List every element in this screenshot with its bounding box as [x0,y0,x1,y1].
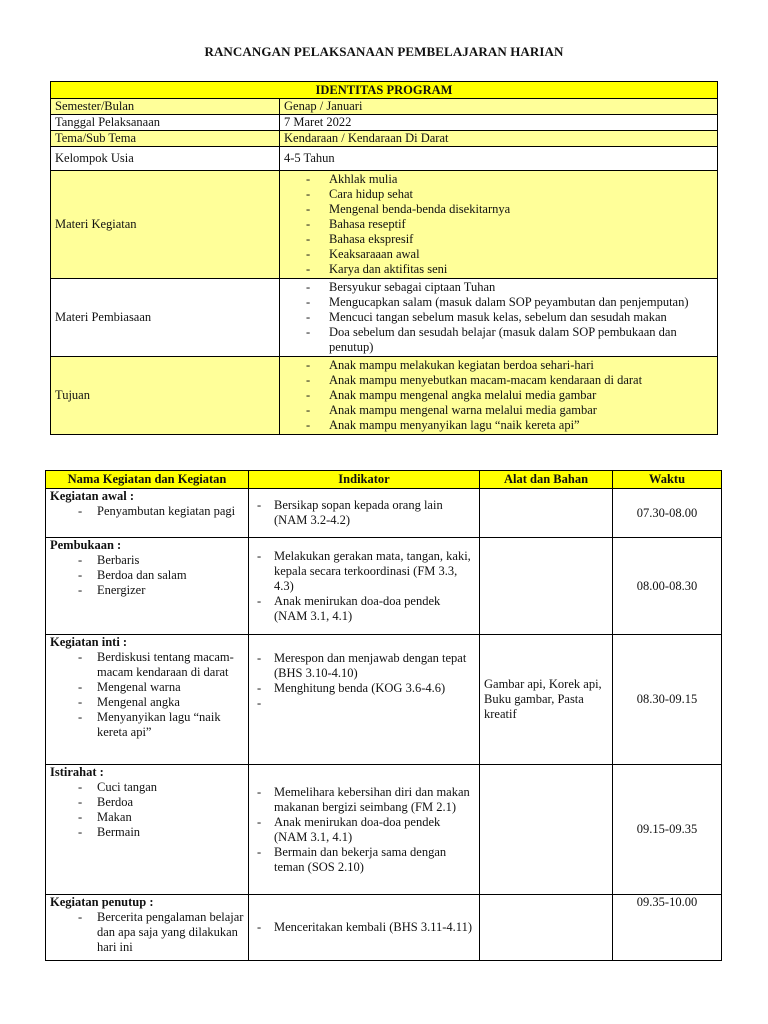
row-value: Kendaraan / Kendaraan Di Darat [280,131,718,147]
list-item [253,696,475,711]
list-item: - Melakukan gerakan mata, tangan, kaki, kepala secara terkoordinasi (FM 3.3, 4.3) [253,549,475,594]
list-item: - Menceritakan kembali (BHS 3.11-4.11) [253,920,475,935]
header-indikator: Indikator [249,471,480,489]
list-item: - Anak mampu melakukan kegiatan berdoa sehari-hari [284,358,713,373]
list-item: - Mengenal angka [50,695,244,710]
activity-cell [46,635,249,765]
header-kegiatan: Nama Kegiatan dan Kegiatan [46,471,249,489]
list-item: - Mengenal warna [50,680,244,695]
list-item: - Anak menirukan doa-doa pendek (NAM 3.1, 4.1) [253,594,475,624]
row-label: Tema/Sub Tema [51,131,280,147]
list-item: - Anak mampu menyanyikan lagu “naik kereta api” [284,418,713,433]
identity-table [50,81,718,435]
row-value: 7 Maret 2022 [280,115,718,131]
list-item: - Penyambutan kegiatan pagi [50,504,244,519]
list-item: - Keaksaraaan awal [284,247,713,262]
table-row [46,489,722,538]
list-item: - Berdiskusi tentang macam-macam kendaraan di darat [50,650,244,680]
table-row [46,538,722,635]
indicator-cell [249,895,480,961]
list-item: - Memelihara kebersihan diri dan makan makanan bergizi seimbang (FM 2.1) [253,785,475,815]
row-label: Kelompok Usia [51,147,280,171]
materi-kegiatan-list [280,171,718,279]
list-item: - Anak mampu mengenal warna melalui media gambar [284,403,713,418]
materi-pembiasaan-list [280,279,718,357]
section-title: Kegiatan awal : [50,489,135,503]
row-label: Semester/Bulan [51,99,280,115]
time-cell: 08.00-08.30 [613,538,722,635]
row-value: Genap / Januari [280,99,718,115]
list-item: - Akhlak mulia [284,172,713,187]
table-row [51,131,718,147]
section-title: Istirahat : [50,765,104,779]
list-item: - Cuci tangan [50,780,244,795]
list-item: - Anak mampu menyebutkan macam-macam kendaraan di darat [284,373,713,388]
tools-cell [480,489,613,538]
row-label: Tanggal Pelaksanaan [51,115,280,131]
list-item: - Cara hidup sehat [284,187,713,202]
indicator-cell [249,538,480,635]
header-alat: Alat dan Bahan [480,471,613,489]
section-title: Pembukaan : [50,538,122,552]
list-item: - Menghitung benda (KOG 3.6-4.6) [253,681,475,696]
list-item: - Bahasa reseptif [284,217,713,232]
time-cell: 09.15-09.35 [613,765,722,895]
tujuan-label: Tujuan [51,357,280,435]
list-item: - Doa sebelum dan sesudah belajar (masuk dalam SOP pembukaan dan penutup) [284,325,713,355]
activity-cell [46,765,249,895]
table-row [46,765,722,895]
indicator-cell [249,489,480,538]
list-item: - Anak menirukan doa-doa pendek (NAM 3.1, 4.1) [253,815,475,845]
table-row [51,99,718,115]
tools-cell [480,895,613,961]
list-item: - Mengucapkan salam (masuk dalam SOP peyambutan dan penjemputan) [284,295,713,310]
time-cell: 09.35-10.00 [613,895,722,961]
list-item: - Karya dan aktifitas seni [284,262,713,277]
table-row [51,357,718,435]
materi-kegiatan-label: Materi Kegiatan [51,171,280,279]
time-cell: 07.30-08.00 [613,489,722,538]
tujuan-list [280,357,718,435]
table-row [46,895,722,961]
table-row [51,171,718,279]
header-waktu: Waktu [613,471,722,489]
indicator-cell [249,635,480,765]
section-title: Kegiatan inti : [50,635,128,649]
table-row [51,115,718,131]
list-item: - Energizer [50,583,244,598]
tools-cell [480,765,613,895]
section-title: Kegiatan penutup : [50,895,154,909]
activity-cell [46,489,249,538]
activities-table [45,470,722,961]
indicator-cell [249,765,480,895]
list-item: - Mengenal benda-benda disekitarnya [284,202,713,217]
list-item: - Berbaris [50,553,244,568]
list-item: - Bersyukur sebagai ciptaan Tuhan [284,280,713,295]
list-item: - Mencuci tangan sebelum masuk kelas, sebelum dan sesudah makan [284,310,713,325]
row-value: 4-5 Tahun [280,147,718,171]
tools-cell [480,538,613,635]
list-item: - Bercerita pengalaman belajar dan apa saja yang dilakukan hari ini [50,910,244,955]
activities-header-row [46,471,722,489]
materi-pembiasaan-label: Materi Pembiasaan [51,279,280,357]
list-item: - Merespon dan menjawab dengan tepat (BHS 3.10-4.10) [253,651,475,681]
list-item: - Menyanyikan lagu “naik kereta api” [50,710,244,740]
list-item: - Bermain [50,825,244,840]
tools-cell: Gambar api, Korek api, Buku gambar, Pasta kreatif [480,635,613,765]
list-item: - Berdoa dan salam [50,568,244,583]
table-row [51,279,718,357]
list-item: - Bersikap sopan kepada orang lain (NAM 3.2-4.2) [253,498,475,528]
time-cell: 08.30-09.15 [613,635,722,765]
list-item: - Bahasa ekspresif [284,232,713,247]
list-item: - Anak mampu mengenal angka melalui media gambar [284,388,713,403]
activity-cell [46,895,249,961]
list-item: - Makan [50,810,244,825]
table-row [46,635,722,765]
activity-cell [46,538,249,635]
page-title: RANCANGAN PELAKSANAAN PEMBELAJARAN HARIAN [204,44,564,59]
identity-header: IDENTITAS PROGRAM [51,82,718,99]
list-item: - Bermain dan bekerja sama dengan teman (SOS 2.10) [253,845,475,875]
list-item: - Berdoa [50,795,244,810]
table-row [51,147,718,171]
